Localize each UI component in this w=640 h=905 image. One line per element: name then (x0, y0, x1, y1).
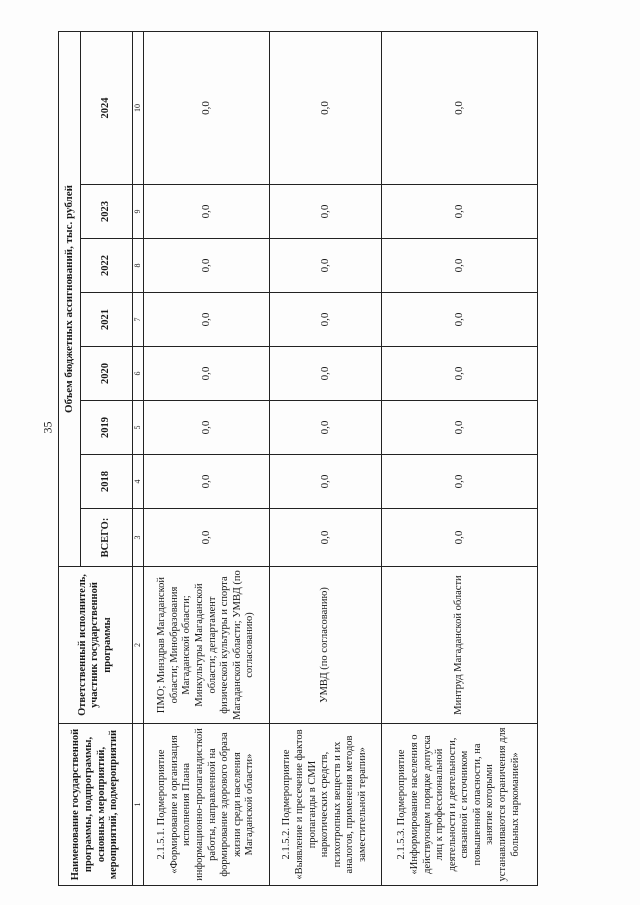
row-executor: УМВД (по согласованию) (270, 567, 381, 724)
header-year-2020: 2020 (81, 347, 133, 401)
header-total: ВСЕГО: (81, 509, 133, 567)
value-cell: 0,0 (270, 455, 381, 509)
value-cell: 0,0 (270, 31, 381, 184)
value-cell: 0,0 (144, 31, 270, 184)
header-year-2022: 2022 (81, 239, 133, 293)
header-year-2021: 2021 (81, 293, 133, 347)
value-cell: 0,0 (381, 239, 537, 293)
row-name: 2.1.5.2. Подмероприятие «Выявление и пресечение фактов пропаганды в СМИ наркотических средств, психотропных веществ и их аналогов, применения методов заместительной терапии» (270, 724, 381, 886)
value-cell: 0,0 (270, 185, 381, 239)
value-cell: 0,0 (144, 347, 270, 401)
index-cell: 10 (133, 31, 144, 184)
header-name: Наименование государственной программы, подпрограммы, основных мероприятий, мероприятий, подмероприятий (59, 724, 133, 886)
value-cell: 0,0 (381, 293, 537, 347)
value-cell: 0,0 (144, 185, 270, 239)
value-cell: 0,0 (270, 239, 381, 293)
value-cell: 0,0 (270, 401, 381, 455)
header-year-2023: 2023 (81, 185, 133, 239)
value-cell: 0,0 (381, 509, 537, 567)
value-cell: 0,0 (144, 293, 270, 347)
value-cell: 0,0 (381, 185, 537, 239)
value-cell: 0,0 (270, 347, 381, 401)
value-cell: 0,0 (381, 347, 537, 401)
index-cell: 2 (133, 567, 144, 724)
value-cell: 0,0 (270, 293, 381, 347)
header-executor: Ответственный исполнитель, участник государственной программы (59, 567, 133, 724)
index-row (133, 31, 144, 885)
index-cell: 3 (133, 509, 144, 567)
table-row (381, 31, 537, 885)
index-cell: 8 (133, 239, 144, 293)
header-year-2018: 2018 (81, 455, 133, 509)
table-row (144, 31, 270, 885)
index-cell: 6 (133, 347, 144, 401)
row-name: 2.1.5.3. Подмероприятие «Информирование населения о действующем порядке допуска лиц к профессиональной деятельности и деятельности, связанной с источником повышенной опасности, на занятие которыми устанавливаются ограничения для больных наркоманией» (381, 724, 537, 886)
header-year-2024: 2024 (81, 31, 133, 184)
row-executor: Минтруд Магаданской области (381, 567, 537, 724)
value-cell: 0,0 (381, 401, 537, 455)
header-year-2019: 2019 (81, 401, 133, 455)
value-cell: 0,0 (144, 401, 270, 455)
value-cell: 0,0 (381, 455, 537, 509)
page-number: 35 (40, 421, 55, 434)
value-cell: 0,0 (144, 239, 270, 293)
value-cell: 0,0 (381, 31, 537, 184)
row-executor: ПМО; Минздрав Магаданской области; Минобразования Магаданской области; Минкультуры Магаданской области; департамент физической культуры и спорта Магаданской области; УМВД (по согласованию) (144, 567, 270, 724)
index-cell: 5 (133, 401, 144, 455)
budget-table-page (58, 32, 538, 886)
index-cell: 1 (133, 724, 144, 886)
header-budget: Объем бюджетных ассигнований, тыс. рублей (59, 31, 81, 566)
value-cell: 0,0 (144, 509, 270, 567)
table-row (270, 31, 381, 885)
value-cell: 0,0 (144, 455, 270, 509)
value-cell: 0,0 (270, 509, 381, 567)
index-cell: 4 (133, 455, 144, 509)
index-cell: 7 (133, 293, 144, 347)
row-name: 2.1.5.1. Подмероприятие «Формирование и организация исполнения Плана информационно-пропагандисткой работы, направленной на формирование здорового образа жизни среди населения Магаданской области» (144, 724, 270, 886)
budget-table (58, 31, 538, 886)
index-cell: 9 (133, 185, 144, 239)
